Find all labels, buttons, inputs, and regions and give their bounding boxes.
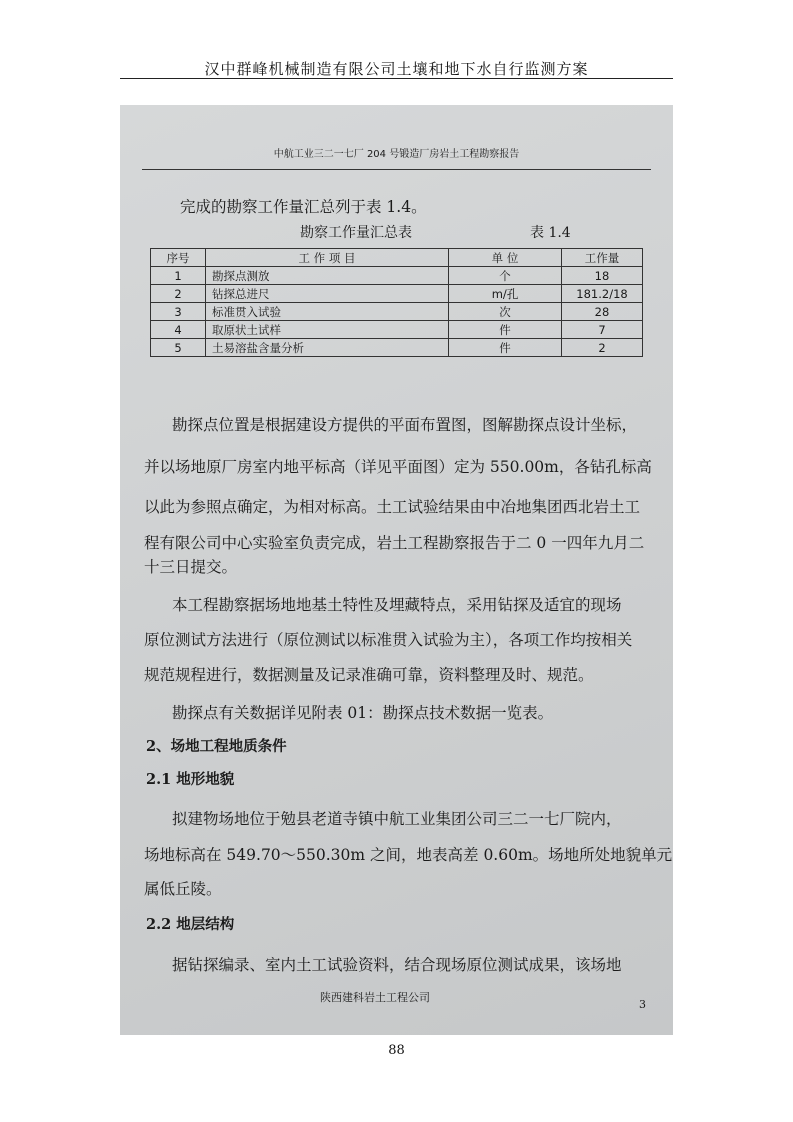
table-cell: 181.2/18 bbox=[562, 285, 643, 303]
table-cell: 勘探点测放 bbox=[206, 267, 449, 285]
subsection-heading: 2.1 地形地貌 bbox=[146, 771, 235, 788]
table-cell: 2 bbox=[562, 339, 643, 357]
table-cell: 件 bbox=[449, 321, 562, 339]
body-line: 原位测试方法进行（原位测试以标准贯入试验为主），各项工作均按相关 bbox=[144, 631, 633, 649]
body-line: 据钻探编录、室内土工试验资料，结合现场原位测试成果，该场地 bbox=[172, 956, 622, 974]
table-cell: 3 bbox=[151, 303, 206, 321]
table-row bbox=[151, 321, 643, 339]
body-line: 本工程勘察据场地地基土特性及埋藏特点，采用钻探及适宜的现场 bbox=[172, 596, 622, 614]
table-cell: 土易溶盐含量分析 bbox=[206, 339, 449, 357]
header-cell: 工作量 bbox=[562, 249, 643, 267]
table-cell: 次 bbox=[449, 303, 562, 321]
body-line: 属低丘陵。 bbox=[144, 880, 222, 898]
table-cell: 件 bbox=[449, 339, 562, 357]
table-cell: 标准贯入试验 bbox=[206, 303, 449, 321]
footer-page-number: 3 bbox=[639, 998, 646, 1011]
body-line: 程有限公司中心实验室负责完成，岩土工程勘察报告于二 0 一四年九月二 bbox=[144, 534, 645, 552]
table-cell: 4 bbox=[151, 321, 206, 339]
header-cell: 工 作 项 目 bbox=[206, 249, 449, 267]
table-row bbox=[151, 339, 643, 357]
body-line: 场地标高在 549.70～550.30m 之间，地表高差 0.60m。场地所处地貌单元 bbox=[144, 846, 673, 864]
page-number: 88 bbox=[388, 1043, 405, 1058]
header-cell: 单 位 bbox=[449, 249, 562, 267]
table-cell: 个 bbox=[449, 267, 562, 285]
table-cell: 28 bbox=[562, 303, 643, 321]
header-cell: 序号 bbox=[151, 249, 206, 267]
table-header-row bbox=[151, 249, 643, 267]
table-title: 勘察工作量汇总表 bbox=[300, 225, 412, 241]
body-line: 规范规程进行，数据测量及记录准确可靠，资料整理及时、规范。 bbox=[144, 666, 594, 684]
workload-table bbox=[150, 248, 643, 357]
report-header: 中航工业三二一七厂 204 号锻造厂房岩土工程勘察报告 bbox=[273, 149, 520, 160]
body-line: 以此为参照点确定，为相对标高。土工试验结果由中冶地集团西北岩土工 bbox=[144, 498, 641, 516]
document-header: 汉中群峰机械制造有限公司土壤和地下水自行监测方案 bbox=[204, 60, 589, 78]
table-cell: 1 bbox=[151, 267, 206, 285]
header-divider bbox=[120, 78, 673, 79]
table-row bbox=[151, 285, 643, 303]
footer-company: 陕西建科岩土工程公司 bbox=[320, 991, 430, 1004]
table-row bbox=[151, 303, 643, 321]
body-line: 十三日提交。 bbox=[144, 558, 238, 576]
table-cell: m/孔 bbox=[449, 285, 562, 303]
body-line: 勘探点有关数据详见附表 01：勘探点技术数据一览表。 bbox=[172, 704, 554, 722]
body-line: 勘探点位置是根据建设方提供的平面布置图，图解勘探点设计坐标， bbox=[172, 416, 638, 434]
body-line: 拟建物场地位于勉县老道寺镇中航工业集团公司三二一七厂院内， bbox=[172, 810, 622, 828]
intro-text: 完成的勘察工作量汇总列于表 1.4。 bbox=[180, 198, 427, 216]
table-cell: 5 bbox=[151, 339, 206, 357]
section-heading: 2、场地工程地质条件 bbox=[146, 738, 287, 755]
subsection-heading: 2.2 地层结构 bbox=[146, 916, 235, 933]
table-cell: 取原状土试样 bbox=[206, 321, 449, 339]
table-cell: 钻探总进尺 bbox=[206, 285, 449, 303]
table-row bbox=[151, 267, 643, 285]
scanned-page-photo bbox=[120, 105, 673, 1035]
report-header-divider bbox=[142, 169, 651, 170]
table-cell: 7 bbox=[562, 321, 643, 339]
body-line: 并以场地原厂房室内地平标高（详见平面图）定为 550.00m，各钻孔标高 bbox=[144, 458, 652, 476]
table-cell: 2 bbox=[151, 285, 206, 303]
table-cell: 18 bbox=[562, 267, 643, 285]
table-number: 表 1.4 bbox=[530, 225, 571, 241]
